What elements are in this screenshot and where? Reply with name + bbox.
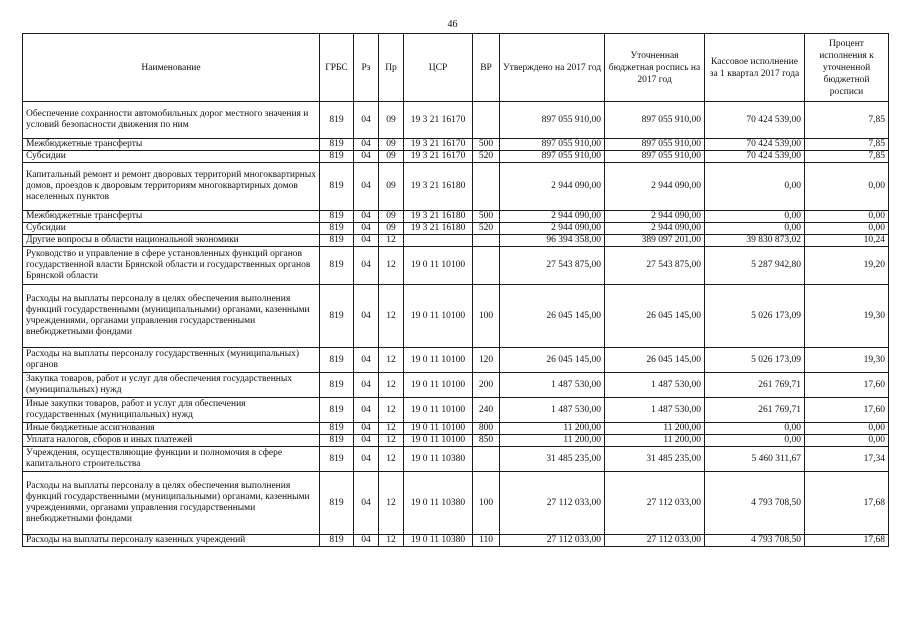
cell-csr: 19 0 11 10100 [404, 247, 473, 285]
cell-grbs: 819 [320, 373, 354, 398]
cell-pr: 12 [379, 285, 404, 348]
cell-rz: 04 [354, 398, 379, 423]
table-row [23, 163, 889, 211]
cell-vr: 200 [473, 373, 500, 398]
cell-approved: 26 045 145,00 [500, 285, 605, 348]
cell-vr: 500 [473, 139, 500, 151]
cell-approved: 2 944 090,00 [500, 211, 605, 223]
cell-approved: 31 485 235,00 [500, 447, 605, 472]
cell-percent: 0,00 [805, 435, 889, 447]
cell-name: Субсидии [23, 151, 320, 163]
cell-rz: 04 [354, 235, 379, 247]
cell-percent: 0,00 [805, 423, 889, 435]
cell-rz: 04 [354, 139, 379, 151]
cell-grbs: 819 [320, 223, 354, 235]
cell-rz: 04 [354, 348, 379, 373]
cell-percent: 7,85 [805, 102, 889, 139]
table-row [23, 139, 889, 151]
cell-approved: 2 944 090,00 [500, 163, 605, 211]
cell-rz: 04 [354, 223, 379, 235]
cell-grbs: 819 [320, 139, 354, 151]
header-name: Наименование [23, 34, 320, 102]
cell-name: Расходы на выплаты персоналу в целях обеспечения выполнения функций государственными (муниципальными) органами, казенными учреждениями, органами управления государственными внебюджетными фондами [23, 472, 320, 535]
table-row [23, 348, 889, 373]
cell-refined: 2 944 090,00 [605, 211, 705, 223]
table-row [23, 223, 889, 235]
cell-percent: 19,20 [805, 247, 889, 285]
cell-pr: 09 [379, 102, 404, 139]
cell-percent: 7,85 [805, 139, 889, 151]
cell-csr: 19 0 11 10100 [404, 373, 473, 398]
cell-name: Учреждения, осуществляющие функции и полномочия в сфере капитального строительства [23, 447, 320, 472]
table-row [23, 247, 889, 285]
cell-vr: 800 [473, 423, 500, 435]
cell-cash: 0,00 [705, 163, 805, 211]
cell-csr: 19 0 11 10100 [404, 398, 473, 423]
table-row [23, 535, 889, 547]
cell-pr: 09 [379, 151, 404, 163]
cell-vr: 240 [473, 398, 500, 423]
cell-pr: 12 [379, 235, 404, 247]
cell-pr: 12 [379, 535, 404, 547]
cell-csr: 19 0 11 10380 [404, 472, 473, 535]
table-row [23, 285, 889, 348]
cell-cash: 4 793 708,50 [705, 472, 805, 535]
cell-name: Межбюджетные трансферты [23, 139, 320, 151]
cell-percent: 17,68 [805, 472, 889, 535]
header-approved: Утверждено на 2017 год [500, 34, 605, 102]
header-refined: Уточненная бюджетная роспись на 2017 год [605, 34, 705, 102]
cell-percent: 7,85 [805, 151, 889, 163]
cell-percent: 17,68 [805, 535, 889, 547]
cell-refined: 897 055 910,00 [605, 151, 705, 163]
cell-rz: 04 [354, 423, 379, 435]
cell-csr: 19 3 21 16180 [404, 211, 473, 223]
cell-pr: 09 [379, 211, 404, 223]
cell-grbs: 819 [320, 247, 354, 285]
cell-cash: 5 287 942,80 [705, 247, 805, 285]
header-cash: Кассовое исполнение за 1 квартал 2017 года [705, 34, 805, 102]
cell-vr [473, 163, 500, 211]
cell-approved: 2 944 090,00 [500, 223, 605, 235]
table-row [23, 373, 889, 398]
cell-csr: 19 0 11 10380 [404, 535, 473, 547]
table-row [23, 235, 889, 247]
cell-cash: 70 424 539,00 [705, 151, 805, 163]
cell-csr: 19 3 21 16170 [404, 151, 473, 163]
cell-vr: 500 [473, 211, 500, 223]
cell-grbs: 819 [320, 423, 354, 435]
cell-grbs: 819 [320, 398, 354, 423]
cell-cash: 0,00 [705, 423, 805, 435]
cell-cash: 5 460 311,67 [705, 447, 805, 472]
cell-vr: 100 [473, 285, 500, 348]
cell-name: Закупка товаров, работ и услуг для обеспечения государственных (муниципальных) нужд [23, 373, 320, 398]
cell-name: Другие вопросы в области национальной экономики [23, 235, 320, 247]
cell-refined: 11 200,00 [605, 423, 705, 435]
cell-vr: 520 [473, 223, 500, 235]
cell-refined: 1 487 530,00 [605, 398, 705, 423]
cell-grbs: 819 [320, 163, 354, 211]
cell-refined: 27 112 033,00 [605, 535, 705, 547]
cell-name: Расходы на выплаты персоналу государственных (муниципальных) органов [23, 348, 320, 373]
cell-approved: 27 112 033,00 [500, 472, 605, 535]
cell-refined: 2 944 090,00 [605, 223, 705, 235]
cell-name: Расходы на выплаты персоналу в целях обеспечения выполнения функций государственными (муниципальными) органами, казенными учреждениями, органами управления государственными внебюджетными фондами [23, 285, 320, 348]
cell-refined: 1 487 530,00 [605, 373, 705, 398]
cell-vr [473, 102, 500, 139]
cell-name: Уплата налогов, сборов и иных платежей [23, 435, 320, 447]
cell-refined: 897 055 910,00 [605, 139, 705, 151]
cell-csr: 19 0 11 10100 [404, 348, 473, 373]
cell-vr [473, 447, 500, 472]
cell-pr: 12 [379, 348, 404, 373]
cell-grbs: 819 [320, 151, 354, 163]
cell-pr: 09 [379, 223, 404, 235]
header-pr: Пр [379, 34, 404, 102]
cell-rz: 04 [354, 447, 379, 472]
cell-pr: 12 [379, 373, 404, 398]
header-grbs: ГРБС [320, 34, 354, 102]
cell-rz: 04 [354, 535, 379, 547]
cell-name: Руководство и управление в сфере установленных функций органов государственной власти Брянской области и государственных органов Брянской области [23, 247, 320, 285]
cell-approved: 897 055 910,00 [500, 102, 605, 139]
cell-cash: 5 026 173,09 [705, 348, 805, 373]
cell-cash: 0,00 [705, 223, 805, 235]
cell-refined: 2 944 090,00 [605, 163, 705, 211]
table-row [23, 102, 889, 139]
cell-name: Капитальный ремонт и ремонт дворовых территорий многоквартирных домов, проездов к дворовым территориям многоквартирных домов населенных пунктов [23, 163, 320, 211]
cell-percent: 17,60 [805, 373, 889, 398]
cell-rz: 04 [354, 102, 379, 139]
cell-cash: 4 793 708,50 [705, 535, 805, 547]
cell-refined: 27 112 033,00 [605, 472, 705, 535]
table-row [23, 211, 889, 223]
cell-vr: 100 [473, 472, 500, 535]
table-row [23, 435, 889, 447]
cell-cash: 0,00 [705, 211, 805, 223]
cell-approved: 27 112 033,00 [500, 535, 605, 547]
cell-csr: 19 3 21 16180 [404, 223, 473, 235]
cell-vr: 850 [473, 435, 500, 447]
cell-csr: 19 0 11 10100 [404, 423, 473, 435]
cell-cash: 5 026 173,09 [705, 285, 805, 348]
cell-rz: 04 [354, 285, 379, 348]
cell-approved: 1 487 530,00 [500, 373, 605, 398]
cell-rz: 04 [354, 373, 379, 398]
cell-csr: 19 3 21 16170 [404, 139, 473, 151]
cell-rz: 04 [354, 163, 379, 211]
cell-csr: 19 3 21 16180 [404, 163, 473, 211]
table-row [23, 472, 889, 535]
cell-vr: 110 [473, 535, 500, 547]
cell-name: Иные бюджетные ассигнования [23, 423, 320, 435]
cell-approved: 1 487 530,00 [500, 398, 605, 423]
cell-percent: 17,34 [805, 447, 889, 472]
cell-refined: 11 200,00 [605, 435, 705, 447]
cell-refined: 389 097 201,00 [605, 235, 705, 247]
cell-percent: 0,00 [805, 211, 889, 223]
cell-pr: 12 [379, 447, 404, 472]
table-header-row [23, 34, 889, 102]
cell-pr: 09 [379, 139, 404, 151]
budget-table [22, 33, 889, 547]
cell-grbs: 819 [320, 435, 354, 447]
cell-cash: 70 424 539,00 [705, 139, 805, 151]
cell-csr: 19 0 11 10100 [404, 285, 473, 348]
cell-cash: 261 769,71 [705, 373, 805, 398]
cell-csr: 19 0 11 10100 [404, 435, 473, 447]
cell-grbs: 819 [320, 285, 354, 348]
cell-cash: 261 769,71 [705, 398, 805, 423]
cell-grbs: 819 [320, 535, 354, 547]
cell-percent: 19,30 [805, 285, 889, 348]
cell-rz: 04 [354, 211, 379, 223]
cell-rz: 04 [354, 247, 379, 285]
cell-vr [473, 247, 500, 285]
cell-name: Межбюджетные трансферты [23, 211, 320, 223]
cell-name: Иные закупки товаров, работ и услуг для обеспечения государственных (муниципальных) нужд [23, 398, 320, 423]
header-percent: Процент исполнения к уточненной бюджетной росписи [805, 34, 889, 102]
cell-rz: 04 [354, 151, 379, 163]
cell-percent: 0,00 [805, 223, 889, 235]
cell-pr: 12 [379, 247, 404, 285]
cell-percent: 0,00 [805, 163, 889, 211]
cell-name: Расходы на выплаты персоналу казенных учреждений [23, 535, 320, 547]
cell-approved: 26 045 145,00 [500, 348, 605, 373]
cell-csr: 19 0 11 10380 [404, 447, 473, 472]
cell-grbs: 819 [320, 102, 354, 139]
cell-approved: 897 055 910,00 [500, 139, 605, 151]
cell-approved: 897 055 910,00 [500, 151, 605, 163]
cell-vr: 520 [473, 151, 500, 163]
cell-refined: 26 045 145,00 [605, 285, 705, 348]
cell-grbs: 819 [320, 348, 354, 373]
cell-name: Обеспечение сохранности автомобильных дорог местного значения и условий безопасности движения по ним [23, 102, 320, 139]
cell-rz: 04 [354, 472, 379, 535]
cell-csr [404, 235, 473, 247]
cell-percent: 10,24 [805, 235, 889, 247]
cell-refined: 31 485 235,00 [605, 447, 705, 472]
cell-rz: 04 [354, 435, 379, 447]
header-vr: ВР [473, 34, 500, 102]
cell-pr: 12 [379, 472, 404, 535]
cell-percent: 19,30 [805, 348, 889, 373]
table-row [23, 447, 889, 472]
table-row [23, 151, 889, 163]
cell-pr: 12 [379, 423, 404, 435]
cell-name: Субсидии [23, 223, 320, 235]
cell-cash: 39 830 873,02 [705, 235, 805, 247]
cell-refined: 897 055 910,00 [605, 102, 705, 139]
cell-percent: 17,60 [805, 398, 889, 423]
cell-refined: 27 543 875,00 [605, 247, 705, 285]
cell-grbs: 819 [320, 211, 354, 223]
cell-approved: 27 543 875,00 [500, 247, 605, 285]
table-row [23, 398, 889, 423]
cell-approved: 96 394 358,00 [500, 235, 605, 247]
cell-cash: 70 424 539,00 [705, 102, 805, 139]
cell-approved: 11 200,00 [500, 435, 605, 447]
header-csr: ЦСР [404, 34, 473, 102]
cell-vr [473, 235, 500, 247]
table-row [23, 423, 889, 435]
cell-cash: 0,00 [705, 435, 805, 447]
cell-approved: 11 200,00 [500, 423, 605, 435]
cell-grbs: 819 [320, 447, 354, 472]
cell-pr: 12 [379, 398, 404, 423]
cell-pr: 09 [379, 163, 404, 211]
cell-csr: 19 3 21 16170 [404, 102, 473, 139]
cell-refined: 26 045 145,00 [605, 348, 705, 373]
cell-pr: 12 [379, 435, 404, 447]
header-rz: Рз [354, 34, 379, 102]
cell-grbs: 819 [320, 235, 354, 247]
page-number: 46 [447, 19, 458, 30]
cell-grbs: 819 [320, 472, 354, 535]
cell-vr: 120 [473, 348, 500, 373]
